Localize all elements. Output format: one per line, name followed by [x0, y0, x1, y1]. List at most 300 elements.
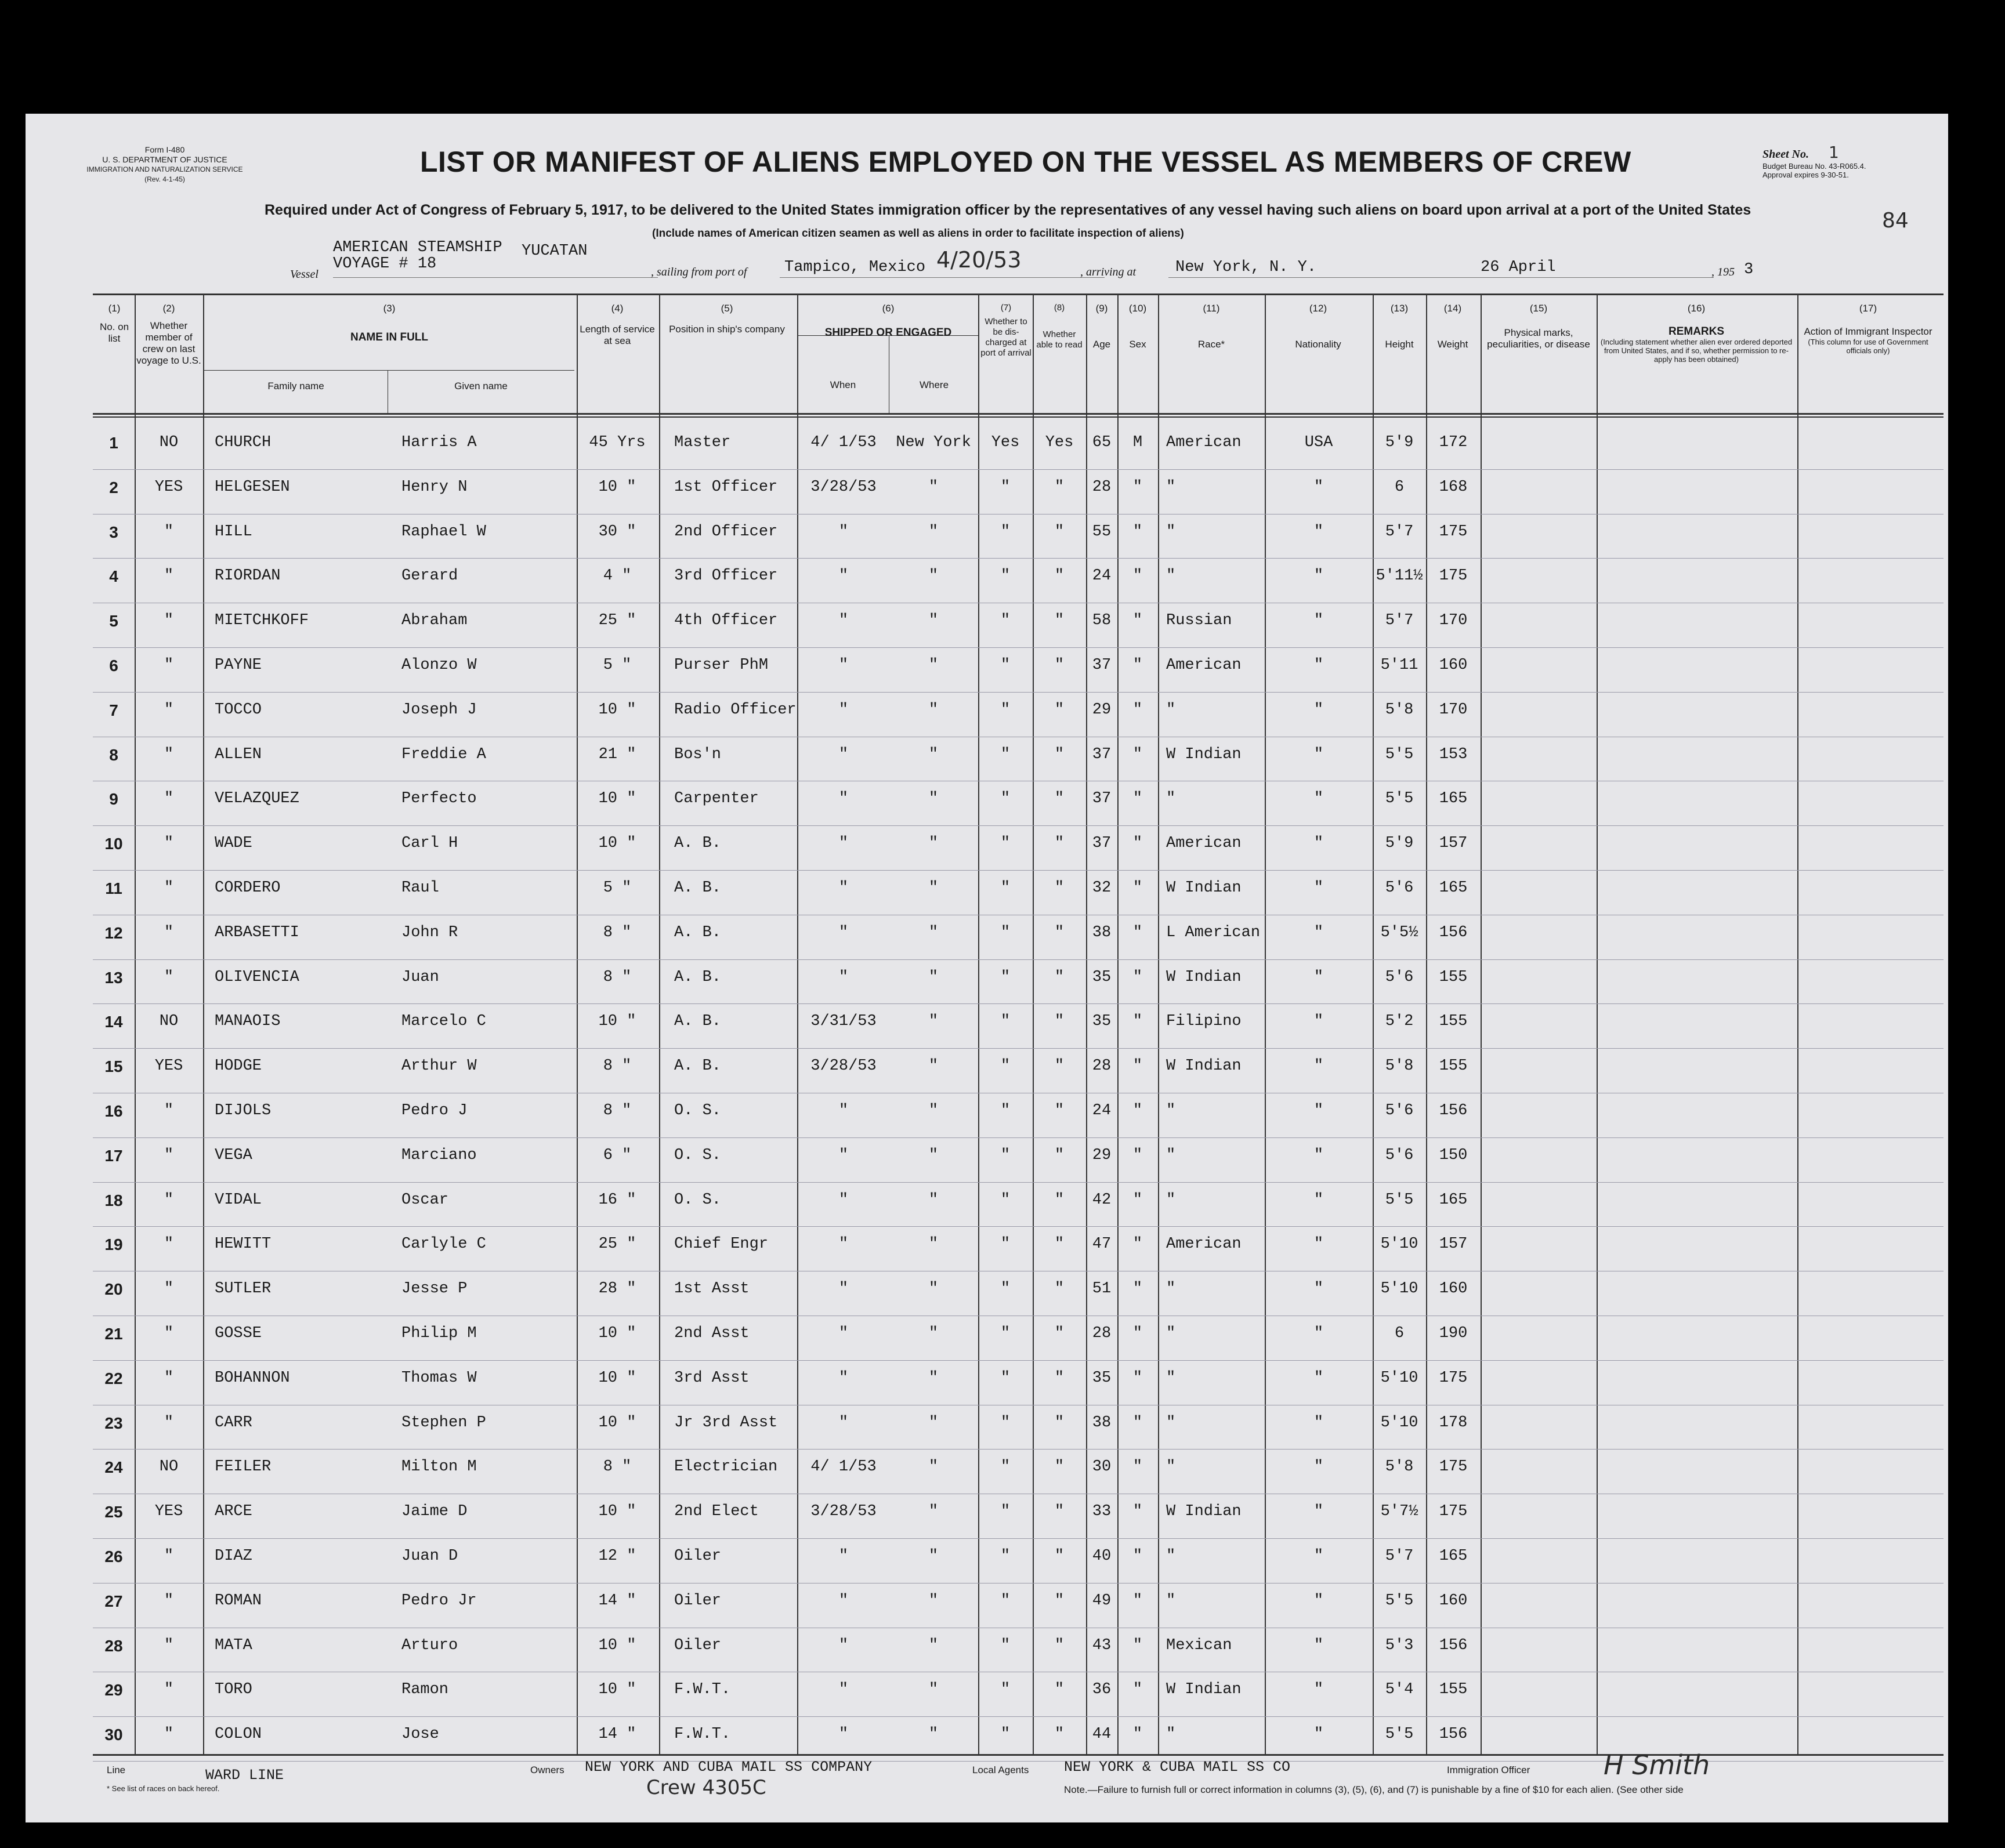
cell-when: " [838, 1235, 849, 1253]
col-header-11: (11) Race* [1197, 303, 1225, 350]
cell-sex: " [1132, 879, 1143, 897]
cell-nat: " [1313, 879, 1324, 897]
cell-nat: " [1313, 478, 1324, 496]
cell-nat: USA [1304, 434, 1333, 451]
cell-weight: 165 [1439, 1548, 1468, 1565]
cell-service: 16 " [598, 1191, 636, 1209]
cell-where: " [928, 1458, 939, 1476]
form-service: IMMIGRATION AND NATURALIZATION SERVICE [86, 165, 243, 173]
row-divider [93, 1583, 1944, 1584]
cell-when: " [838, 567, 849, 585]
cell-sex: " [1132, 1280, 1143, 1298]
cell-sex: " [1132, 701, 1143, 719]
cell-position: Oiler [674, 1636, 722, 1654]
cell-given: Juan [401, 968, 439, 986]
cell-height: 5'8 [1385, 1057, 1414, 1075]
cell-race: W Indian [1166, 1057, 1242, 1075]
cell-age: 28 [1092, 1057, 1112, 1075]
cell-read: " [1054, 879, 1065, 897]
cell-height: 5'6 [1385, 1146, 1414, 1164]
cell-position: A. B. [674, 835, 722, 853]
cell-weight: 156 [1439, 1726, 1468, 1744]
cell-race: " [1166, 567, 1176, 585]
cell-when: " [838, 1325, 849, 1342]
cell-nat: " [1313, 1235, 1324, 1253]
cell-no: 14 [104, 1013, 123, 1031]
cell-when: " [838, 1414, 849, 1432]
cell-position: O. S. [674, 1146, 722, 1164]
voyage-number: VOYAGE # 18 [333, 255, 437, 273]
row-divider [93, 1716, 1944, 1717]
cell-last: YES [154, 478, 183, 496]
cell-where: " [928, 1726, 939, 1744]
cell-given: Juan D [401, 1548, 458, 1565]
cell-service: 14 " [598, 1726, 636, 1744]
row-divider [93, 692, 1944, 693]
cell-last: " [164, 1548, 174, 1565]
cell-sex: " [1132, 657, 1143, 674]
cell-age: 58 [1092, 612, 1112, 630]
cell-race: " [1166, 1146, 1176, 1164]
col-header-12: (12) Nationality [1295, 303, 1341, 350]
cell-weight: 175 [1439, 1458, 1468, 1476]
cell-position: 2nd Asst [674, 1325, 750, 1342]
cell-position: F.W.T. [674, 1726, 731, 1744]
cell-race: " [1166, 478, 1176, 496]
cell-nat: " [1313, 657, 1324, 674]
cell-position: Electrician [674, 1458, 778, 1476]
cell-service: 8 " [603, 923, 632, 941]
cell-read: " [1054, 701, 1065, 719]
cell-position: 1st Officer [674, 478, 778, 496]
cell-read: " [1054, 1280, 1065, 1298]
cell-last: " [164, 1235, 174, 1253]
cell-when: " [838, 790, 849, 808]
cell-given: Henry N [401, 478, 468, 496]
cell-when: " [838, 1548, 849, 1565]
cell-sex: M [1132, 434, 1143, 451]
cell-where: " [928, 835, 939, 853]
cell-height: 5'7 [1385, 612, 1414, 630]
cell-disch: " [1000, 1102, 1011, 1119]
cell-given: Carl H [401, 835, 458, 853]
cell-height: 5'5 [1385, 1191, 1414, 1209]
cell-disch: " [1000, 701, 1011, 719]
cell-when: " [838, 1369, 849, 1387]
cell-nat: " [1313, 1458, 1324, 1476]
cell-last: " [164, 1414, 174, 1432]
cell-age: 35 [1092, 1013, 1112, 1031]
row-divider [93, 1003, 1944, 1004]
cell-height: 5'3 [1385, 1636, 1414, 1654]
owners-value: NEW YORK AND CUBA MAIL SS COMPANY [585, 1759, 873, 1775]
cell-age: 47 [1092, 1235, 1112, 1253]
cell-position: O. S. [674, 1191, 722, 1209]
cell-where: " [928, 701, 939, 719]
cell-age: 49 [1092, 1592, 1112, 1610]
cell-position: Oiler [674, 1592, 722, 1610]
cell-where: New York [896, 434, 971, 451]
col-header-6: (6) SHIPPED OR ENGAGED [824, 303, 952, 339]
cell-nat: " [1313, 612, 1324, 630]
cell-when: " [838, 657, 849, 674]
cell-disch: Yes [991, 434, 1020, 451]
cell-sex: " [1132, 1503, 1143, 1521]
cell-read: " [1054, 1235, 1065, 1253]
cell-weight: 150 [1439, 1146, 1468, 1164]
cell-no: 18 [104, 1191, 123, 1209]
cell-height: 5'4 [1385, 1681, 1414, 1699]
cell-when: " [838, 1280, 849, 1298]
cell-family: ARBASETTI [215, 923, 299, 941]
cell-race: W Indian [1166, 1503, 1242, 1521]
cell-height: 5'5 [1385, 1592, 1414, 1610]
cell-last: " [164, 1191, 174, 1209]
cell-when: " [838, 1726, 849, 1744]
cell-race: " [1166, 1458, 1176, 1476]
cell-read: " [1054, 1102, 1065, 1119]
cell-age: 44 [1092, 1726, 1112, 1744]
cell-disch: " [1000, 745, 1011, 763]
cell-where: " [928, 567, 939, 585]
cell-nat: " [1313, 1592, 1324, 1610]
cell-race: Mexican [1166, 1636, 1232, 1654]
cell-read: " [1054, 968, 1065, 986]
cell-family: CORDERO [215, 879, 281, 897]
cell-no: 22 [104, 1369, 123, 1387]
cell-given: Abraham [401, 612, 468, 630]
arriving-label: , arriving at [1080, 266, 1137, 278]
cell-weight: 156 [1439, 1102, 1468, 1119]
cell-position: A. B. [674, 923, 722, 941]
cell-weight: 165 [1439, 879, 1468, 897]
cell-family: VELAZQUEZ [215, 790, 299, 808]
cell-service: 21 " [598, 745, 636, 763]
cell-no: 28 [104, 1636, 123, 1655]
cell-last: " [164, 879, 174, 897]
cell-position: Bos'n [674, 745, 722, 763]
cell-no: 9 [109, 790, 118, 809]
cell-no: 27 [104, 1592, 123, 1610]
table-header-border-2 [93, 416, 1944, 418]
cell-position: F.W.T. [674, 1681, 731, 1699]
col-header-8: (8) Whether able to read [1036, 303, 1083, 350]
cell-last: " [164, 1280, 174, 1298]
cell-height: 5'8 [1385, 701, 1414, 719]
port-to: New York, N. Y. [1175, 259, 1317, 276]
cell-height: 5'9 [1385, 434, 1414, 451]
col-header-2: (2) Whether member of crew on last voyage to U.S. [136, 303, 201, 366]
cell-nat: " [1313, 1681, 1324, 1699]
cell-family: MATA [215, 1636, 252, 1654]
cell-read: " [1054, 1503, 1065, 1521]
cell-weight: 155 [1439, 1057, 1468, 1075]
cell-when: " [838, 523, 849, 541]
cell-family: HILL [215, 523, 252, 541]
cell-height: 5'7½ [1380, 1503, 1418, 1521]
cell-given: Jesse P [401, 1280, 468, 1298]
cell-family: DIAZ [215, 1548, 252, 1565]
cell-sex: " [1132, 523, 1143, 541]
cell-nat: " [1313, 1191, 1324, 1209]
row-divider [93, 825, 1944, 826]
cell-no: 20 [104, 1280, 123, 1299]
cell-disch: " [1000, 612, 1011, 630]
approval-expiry: Approval expires 9-30-51. [1762, 171, 1849, 179]
cell-given: Oscar [401, 1191, 449, 1209]
cell-no: 10 [104, 835, 123, 853]
cell-read: " [1054, 1325, 1065, 1342]
cell-disch: " [1000, 1057, 1011, 1075]
cell-weight: 155 [1439, 1681, 1468, 1699]
cell-race: " [1166, 1102, 1176, 1119]
cell-disch: " [1000, 835, 1011, 853]
cell-nat: " [1313, 745, 1324, 763]
cell-no: 16 [104, 1102, 123, 1120]
cell-disch: " [1000, 1013, 1011, 1031]
cell-age: 32 [1092, 879, 1112, 897]
cell-age: 37 [1092, 745, 1112, 763]
cell-family: MANAOIS [215, 1013, 281, 1031]
cell-service: 10 " [598, 835, 636, 853]
cell-read: " [1054, 745, 1065, 763]
cell-read: " [1054, 612, 1065, 630]
cell-no: 12 [104, 923, 123, 942]
table-header-border [93, 413, 1944, 415]
cell-sex: " [1132, 567, 1143, 585]
cell-read: " [1054, 1369, 1065, 1387]
cell-read: " [1054, 1057, 1065, 1075]
cell-read: " [1054, 790, 1065, 808]
row-divider [93, 469, 1944, 470]
cell-where: " [928, 1548, 939, 1565]
form-identifier [78, 145, 252, 184]
cell-nat: " [1313, 1726, 1324, 1744]
cell-age: 28 [1092, 1325, 1112, 1342]
cell-when: " [838, 701, 849, 719]
cell-weight: 155 [1439, 968, 1468, 986]
cell-no: 29 [104, 1681, 123, 1700]
cell-when: " [838, 1102, 849, 1119]
officer-label: Immigration Officer [1447, 1764, 1530, 1775]
vessel-label: Vessel [290, 268, 319, 281]
cell-no: 23 [104, 1414, 123, 1432]
cell-nat: " [1313, 1414, 1324, 1432]
cell-disch: " [1000, 1280, 1011, 1298]
cell-disch: " [1000, 790, 1011, 808]
cell-where: " [928, 790, 939, 808]
cell-no: 24 [104, 1458, 123, 1477]
cell-age: 29 [1092, 701, 1112, 719]
form-number: Form I-480 [144, 145, 185, 154]
cell-service: 30 " [598, 523, 636, 541]
cell-disch: " [1000, 1636, 1011, 1654]
cell-sex: " [1132, 968, 1143, 986]
cell-sex: " [1132, 1325, 1143, 1342]
cell-nat: " [1313, 923, 1324, 941]
cell-nat: " [1313, 1548, 1324, 1565]
cell-position: 1st Asst [674, 1280, 750, 1298]
cell-last: " [164, 567, 174, 585]
cell-height: 6 [1394, 1325, 1405, 1342]
cell-race: W Indian [1166, 745, 1242, 763]
cell-where: " [928, 612, 939, 630]
cell-given: Jaime D [401, 1503, 468, 1521]
cell-race: " [1166, 701, 1176, 719]
cell-disch: " [1000, 1592, 1011, 1610]
cell-position: 2nd Elect [674, 1503, 759, 1521]
cell-family: VEGA [215, 1146, 252, 1164]
cell-no: 26 [104, 1548, 123, 1566]
cell-service: 8 " [603, 968, 632, 986]
cell-given: Ramon [401, 1681, 449, 1699]
cell-race: W Indian [1166, 1681, 1242, 1699]
cell-age: 37 [1092, 790, 1112, 808]
cell-when: 3/28/53 [810, 478, 877, 496]
year-digit: 3 [1744, 261, 1754, 278]
cell-sex: " [1132, 1458, 1143, 1476]
page-number: 84 [1882, 209, 1909, 233]
cell-when: 4/ 1/53 [810, 1458, 877, 1476]
year-prefix: , 195 [1711, 266, 1735, 278]
cell-where: " [928, 1503, 939, 1521]
cell-weight: 157 [1439, 1235, 1468, 1253]
sheet-number: 1 [1829, 143, 1839, 162]
cell-height: 5'6 [1385, 879, 1414, 897]
cell-disch: " [1000, 1146, 1011, 1164]
port-underline [780, 277, 1105, 278]
cell-weight: 175 [1439, 1369, 1468, 1387]
col-header-14: (14) Weight [1437, 303, 1468, 350]
cell-family: BOHANNON [215, 1369, 290, 1387]
cell-given: Raul [401, 879, 439, 897]
form-department: U. S. DEPARTMENT OF JUSTICE [102, 155, 227, 164]
cell-no: 17 [104, 1146, 123, 1165]
row-divider [93, 1182, 1944, 1183]
row-divider [93, 647, 1944, 648]
cell-where: " [928, 1146, 939, 1164]
cell-last: " [164, 968, 174, 986]
cell-no: 8 [109, 745, 118, 764]
cell-height: 5'8 [1385, 1458, 1414, 1476]
cell-family: GOSSE [215, 1325, 262, 1342]
cell-race: Russian [1166, 612, 1232, 630]
cell-race: W Indian [1166, 968, 1242, 986]
cell-given: Stephen P [401, 1414, 486, 1432]
cell-weight: 170 [1439, 701, 1468, 719]
col-header-13: (13) Height [1385, 303, 1414, 350]
cell-service: 10 " [598, 701, 636, 719]
agents-label: Local Agents [972, 1764, 1029, 1775]
cell-position: Jr 3rd Asst [674, 1414, 778, 1432]
cell-race: W Indian [1166, 879, 1242, 897]
cell-height: 5'11 [1380, 657, 1418, 674]
cell-read: " [1054, 1726, 1065, 1744]
cell-age: 33 [1092, 1503, 1112, 1521]
sailing-label: , sailing from port of [651, 266, 747, 278]
cell-weight: 160 [1439, 1592, 1468, 1610]
cell-service: 10 " [598, 1325, 636, 1342]
cell-no: 2 [109, 478, 118, 497]
cell-family: ALLEN [215, 745, 262, 763]
cell-disch: " [1000, 1191, 1011, 1209]
cell-family: ARCE [215, 1503, 252, 1521]
cell-service: 45 Yrs [589, 434, 646, 451]
cell-when: " [838, 968, 849, 986]
cell-age: 38 [1092, 923, 1112, 941]
cell-height: 5'11½ [1376, 567, 1423, 585]
cell-no: 5 [109, 612, 118, 631]
cell-given: Joseph J [401, 701, 477, 719]
cell-disch: " [1000, 1414, 1011, 1432]
cell-last: " [164, 701, 174, 719]
cell-no: 19 [104, 1235, 123, 1254]
col-header-16: (16) REMARKS (Including statement whether alien ever ordered deported from United States, and if so, whether permission to re-apply has been obtained) [1600, 303, 1793, 364]
cell-weight: 156 [1439, 923, 1468, 941]
cell-read: " [1054, 567, 1065, 585]
cell-last: NO [159, 434, 179, 451]
cell-service: 6 " [603, 1146, 632, 1164]
cell-service: 14 " [598, 1592, 636, 1610]
cell-weight: 155 [1439, 1013, 1468, 1031]
cell-race: " [1166, 1280, 1176, 1298]
cell-where: " [928, 745, 939, 763]
cell-when: 3/28/53 [810, 1057, 877, 1075]
cell-nat: " [1313, 1146, 1324, 1164]
cell-last: " [164, 1592, 174, 1610]
col-header-4: (4) Length of service at sea [580, 303, 655, 346]
vessel-underline [333, 277, 658, 278]
row-divider [93, 1226, 1944, 1227]
col-header-9: (9) Age [1092, 303, 1111, 350]
penalty-note: Note.—Failure to furnish full or correct information in columns (3), (5), (6), and (7) is punishable by a fine of $10 for each alien. (See other side [1064, 1784, 1684, 1795]
cell-race: " [1166, 790, 1176, 808]
cell-height: 5'5½ [1380, 923, 1418, 941]
row-divider [93, 1137, 1944, 1138]
cell-position: A. B. [674, 1013, 722, 1031]
cell-nat: " [1313, 701, 1324, 719]
cell-where: " [928, 879, 939, 897]
cell-no: 13 [104, 968, 123, 987]
cell-service: 10 " [598, 1013, 636, 1031]
cell-no: 7 [109, 701, 118, 719]
cell-where: " [928, 1636, 939, 1654]
cell-where: " [928, 1414, 939, 1432]
cell-race: " [1166, 1191, 1176, 1209]
cell-sex: " [1132, 745, 1143, 763]
cell-height: 5'7 [1385, 1548, 1414, 1565]
cell-disch: " [1000, 567, 1011, 585]
cell-disch: " [1000, 1681, 1011, 1699]
cell-where: " [928, 1280, 939, 1298]
cell-weight: 175 [1439, 1503, 1468, 1521]
row-divider [93, 558, 1944, 559]
cell-last: YES [154, 1503, 183, 1521]
cell-height: 5'6 [1385, 968, 1414, 986]
cell-no: 21 [104, 1325, 123, 1343]
table-top-border [93, 293, 1944, 295]
cell-weight: 175 [1439, 523, 1468, 541]
cell-given: John R [401, 923, 458, 941]
cell-family: COLON [215, 1726, 262, 1744]
port-from: Tampico, Mexico [784, 259, 926, 276]
col-header-family-name: Family name [267, 381, 324, 392]
cell-given: Perfecto [401, 790, 477, 808]
cell-weight: 160 [1439, 1280, 1468, 1298]
cell-no: 3 [109, 523, 118, 541]
cell-read: " [1054, 1146, 1065, 1164]
col-header-15: (15) Physical marks, peculiarities, or disease [1487, 303, 1590, 350]
